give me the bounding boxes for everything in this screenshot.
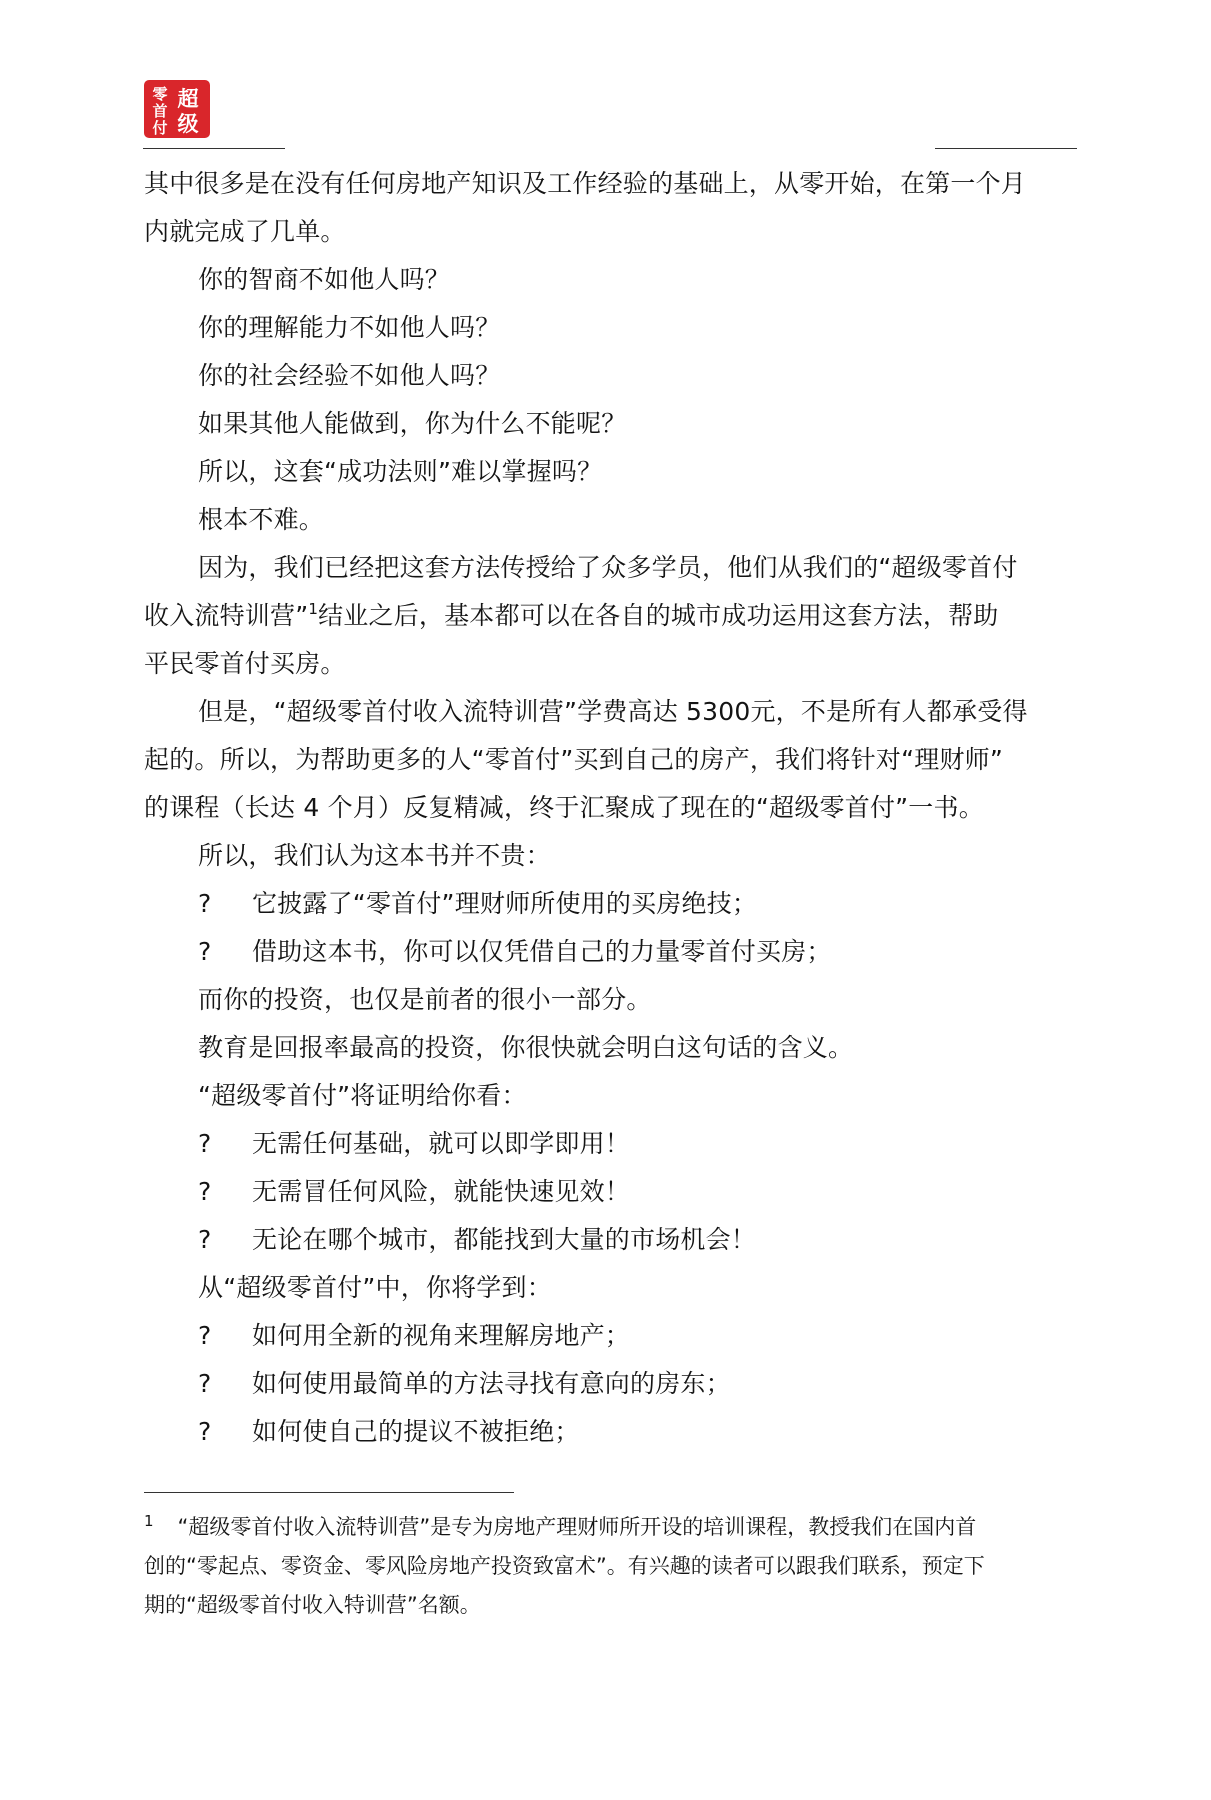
paragraph-line: 如果其他人能做到，你为什么不能呢？	[198, 409, 627, 438]
list-item	[144, 928, 1084, 976]
paragraph-line: 但是，“超级零首付收入流特训营”学费高达 5300元，不是所有人都承受得	[198, 697, 1028, 726]
bullet-mark: ?	[198, 1225, 212, 1254]
header-rule-right	[935, 148, 1077, 149]
footnote-number: 1	[144, 1512, 154, 1530]
logo-char-4: 首	[152, 102, 168, 120]
paragraph-line: 起的。所以，为帮助更多的人“零首付”买到自己的房产，我们将针对“理财师”	[144, 745, 1004, 774]
paragraph-line: 你的社会经验不如他人吗？	[198, 361, 501, 390]
paragraph-line: 你的理解能力不如他人吗？	[198, 313, 501, 342]
publisher-logo	[144, 80, 210, 138]
list-item	[144, 1168, 1084, 1216]
list-item	[144, 1408, 1084, 1456]
text-after-footnote-ref: 结业之后，基本都可以在各自的城市成功运用这套方法，帮助	[318, 601, 999, 630]
paragraph-line: 其中很多是在没有任何房地产知识及工作经验的基础上，从零开始，在第一个月	[144, 169, 1027, 198]
paragraph-line: 教育是回报率最高的投资，你很快就会明白这句话的含义。	[198, 1033, 854, 1062]
paragraph-line: 所以，我们认为这本书并不贵：	[198, 841, 551, 870]
list-item-text: 借助这本书，你可以仅凭借自己的力量零首付买房；	[252, 937, 832, 966]
paragraph-line: 根本不难。	[198, 505, 325, 534]
bullet-mark: ?	[198, 889, 212, 918]
logo-char-5: 付	[152, 119, 168, 137]
paragraph-line: 你的智商不如他人吗？	[198, 265, 451, 294]
list-item-text: 无需任何基础，就可以即学即用！	[252, 1129, 631, 1158]
list-item-text: 无需冒任何风险，就能快速见效！	[252, 1177, 631, 1206]
list-item	[144, 1120, 1084, 1168]
logo-char-1: 超	[177, 87, 199, 111]
footnote-separator	[144, 1492, 514, 1493]
list-item	[144, 1312, 1084, 1360]
logo-char-3: 零	[152, 85, 168, 103]
footnote-text: “超级零首付收入流特训营”是专为房地产理财师所开设的培训课程，教授我们在国内首	[177, 1515, 977, 1539]
paragraph-line: 从“超级零首付”中，你将学到：	[198, 1273, 552, 1302]
paragraph-line: 而你的投资，也仅是前者的很小一部分。	[198, 985, 652, 1014]
text-before-footnote-ref: 收入流特训营”	[144, 601, 309, 630]
list-item	[144, 1216, 1084, 1264]
footnote-line	[144, 1508, 1084, 1547]
paragraph-line: 平民零首付买房。	[144, 649, 346, 678]
bullet-mark: ?	[198, 937, 212, 966]
paragraph-line: “超级零首付”将证明给你看：	[198, 1081, 527, 1110]
list-item	[144, 880, 1084, 928]
paragraph-line: 所以，这套“成功法则”难以掌握吗？	[198, 457, 603, 486]
list-item-text: 如何使自己的提议不被拒绝；	[252, 1417, 580, 1446]
list-item-text: 它披露了“零首付”理财师所使用的买房绝技；	[252, 889, 758, 918]
list-item-text: 如何使用最简单的方法寻找有意向的房东；	[252, 1369, 731, 1398]
paragraph-line	[144, 592, 1084, 640]
list-item-text: 无论在哪个城市，都能找到大量的市场机会！	[252, 1225, 757, 1254]
bullet-mark: ?	[198, 1129, 212, 1158]
footnote-ref[interactable]: 1	[308, 600, 319, 618]
logo-char-2: 级	[177, 112, 199, 136]
bullet-mark: ?	[198, 1369, 212, 1398]
header-rule-left	[143, 148, 285, 149]
bullet-mark: ?	[198, 1321, 212, 1350]
footnote-line: 期的“超级零首付收入特训营”名额。	[144, 1593, 481, 1617]
paragraph-line: 内就完成了几单。	[144, 217, 346, 246]
footnote	[144, 1508, 1084, 1625]
bullet-mark: ?	[198, 1177, 212, 1206]
paragraph-line: 因为，我们已经把这套方法传授给了众多学员，他们从我们的“超级零首付	[198, 553, 1018, 582]
paragraph-line: 的课程（长达 4 个月）反复精减，终于汇聚成了现在的“超级零首付”一书。	[144, 793, 984, 822]
list-item-text: 如何用全新的视角来理解房地产；	[252, 1321, 631, 1350]
bullet-mark: ?	[198, 1417, 212, 1446]
body-text	[144, 160, 1084, 1456]
list-item	[144, 1360, 1084, 1408]
footnote-line: 创的“零起点、零资金、零风险房地产投资致富术”。有兴趣的读者可以跟我们联系，预定下	[144, 1554, 985, 1578]
